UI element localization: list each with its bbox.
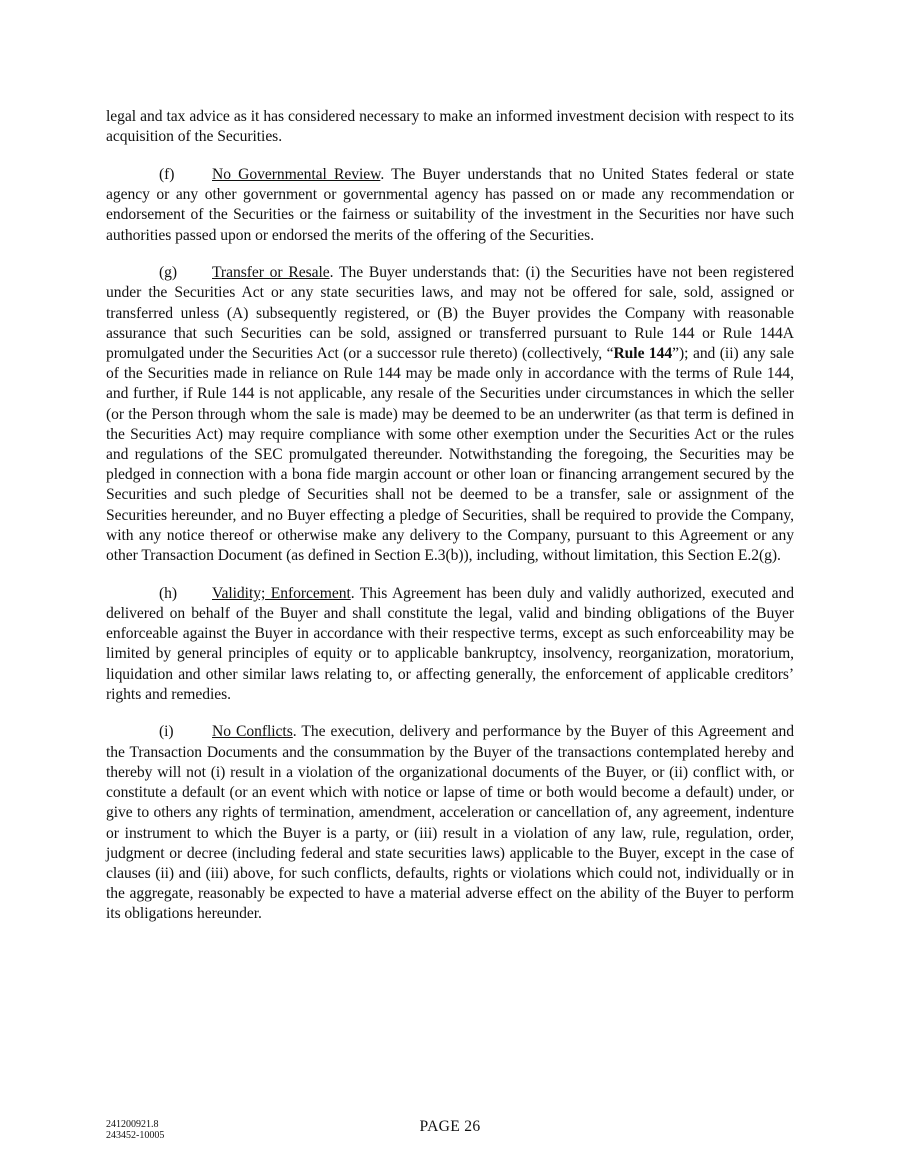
- section-i-number: (i): [159, 723, 174, 741]
- section-f-paragraph: [106, 165, 794, 246]
- section-g-body-b: ”); and (ii) any sale of the Securities made in reliance on Rule 144 may be made only in accordance with the terms of Rule 144, and further, if Rule 144 is not applicable, any resale of the Securities under circumstances in which the seller (or the Person through whom the sale is made) may be deemed to be an underwriter (as that term is defined in the Securities Act) may require compliance with some other exemption under the Securities Act or the rules and regulations of the SEC promulgated thereunder. Notwithstanding the foregoing, the Securities may be pledged in connection with a bona fide margin account or other loan or financing arrangement secured by the Securities and such pledge of Securities shall not be deemed to be a transfer, sale or assignment of the Securities hereunder, and no Buyer effecting a pledge of Securities, shall be required to provide the Company, with any notice thereof or otherwise make any delivery to the Company, pursuant to this Agreement or any other Transaction Document (as defined in Section E.3(b)), including, without limitation, this Section E.2(g).: [106, 345, 794, 565]
- section-f-heading: No Governmental Review: [212, 165, 381, 183]
- section-g-heading: Transfer or Resale: [212, 264, 330, 282]
- intro-paragraph: [106, 107, 794, 147]
- section-f-body: . The Buyer understands that no United States federal or state agency or any other government or governmental agency has passed on or made any recommendation or endorsement of the Securities or the fairness or suitability of the investment in the Securities nor have such authorities passed upon or endorsed the merits of the offering of the Securities.: [106, 165, 794, 244]
- footer-doc-id-1: 241200921.8: [106, 1119, 159, 1130]
- section-i-paragraph: [106, 722, 794, 924]
- section-g-number: (g): [159, 264, 178, 282]
- intro-text: legal and tax advice as it has considered necessary to make an informed investment decision with respect to its acquisition of the Securities.: [106, 108, 794, 146]
- document-body: [106, 107, 794, 942]
- page-number: PAGE 26: [419, 1118, 481, 1135]
- defined-term-rule-144: Rule 144: [613, 345, 673, 363]
- section-h-heading: Validity; Enforcement: [212, 584, 351, 602]
- section-f-number: (f): [159, 165, 175, 183]
- section-h-body: . This Agreement has been duly and validly authorized, executed and delivered on behalf of the Buyer and shall constitute the legal, valid and binding obligations of the Buyer enforceable against the Buyer in accordance with their respective terms, except as such enforceability may be limited by general principles of equity or to applicable bankruptcy, insolvency, reorganization, moratorium, liquidation and other similar laws relating to, or affecting generally, the enforcement of applicable creditors’ rights and remedies.: [106, 584, 794, 703]
- footer-doc-id-2: 243452-10005: [106, 1130, 165, 1141]
- section-g-paragraph: [106, 263, 794, 566]
- section-i-body: . The execution, delivery and performance by the Buyer of this Agreement and the Transaction Documents and the consummation by the Buyer of the transactions contemplated hereby and thereby will not (i) result in a violation of the organizational documents of the Buyer, or (ii) conflict with, or constitute a default (or an event which with notice or lapse of time or both would become a default) under, or give to others any rights of termination, amendment, acceleration or cancellation of, any agreement, indenture or instrument to which the Buyer is a party, or (iii) result in a violation of any law, rule, regulation, order, judgment or decree (including federal and state securities laws) applicable to the Buyer, except in the case of clauses (ii) and (iii) above, for such conflicts, defaults, rights or violations which could not, individually or in the aggregate, reasonably be expected to have a material adverse effect on the ability of the Buyer to perform its obligations hereunder.: [106, 723, 794, 923]
- section-h-number: (h): [159, 584, 178, 602]
- section-i-heading: No Conflicts: [212, 723, 293, 741]
- section-h-paragraph: [106, 584, 794, 705]
- section-g-body-a: . The Buyer understands that: (i) the Securities have not been registered under the Securities Act or any state securities laws, and may not be offered for sale, sold, assigned or transferred unless (A) subsequently registered, or (B) the Buyer provides the Company with reasonable assurance that such Securities can be sold, assigned or transferred pursuant to Rule 144 or Rule 144A promulgated under the Securities Act (or a successor rule thereto) (collectively, “: [106, 264, 794, 363]
